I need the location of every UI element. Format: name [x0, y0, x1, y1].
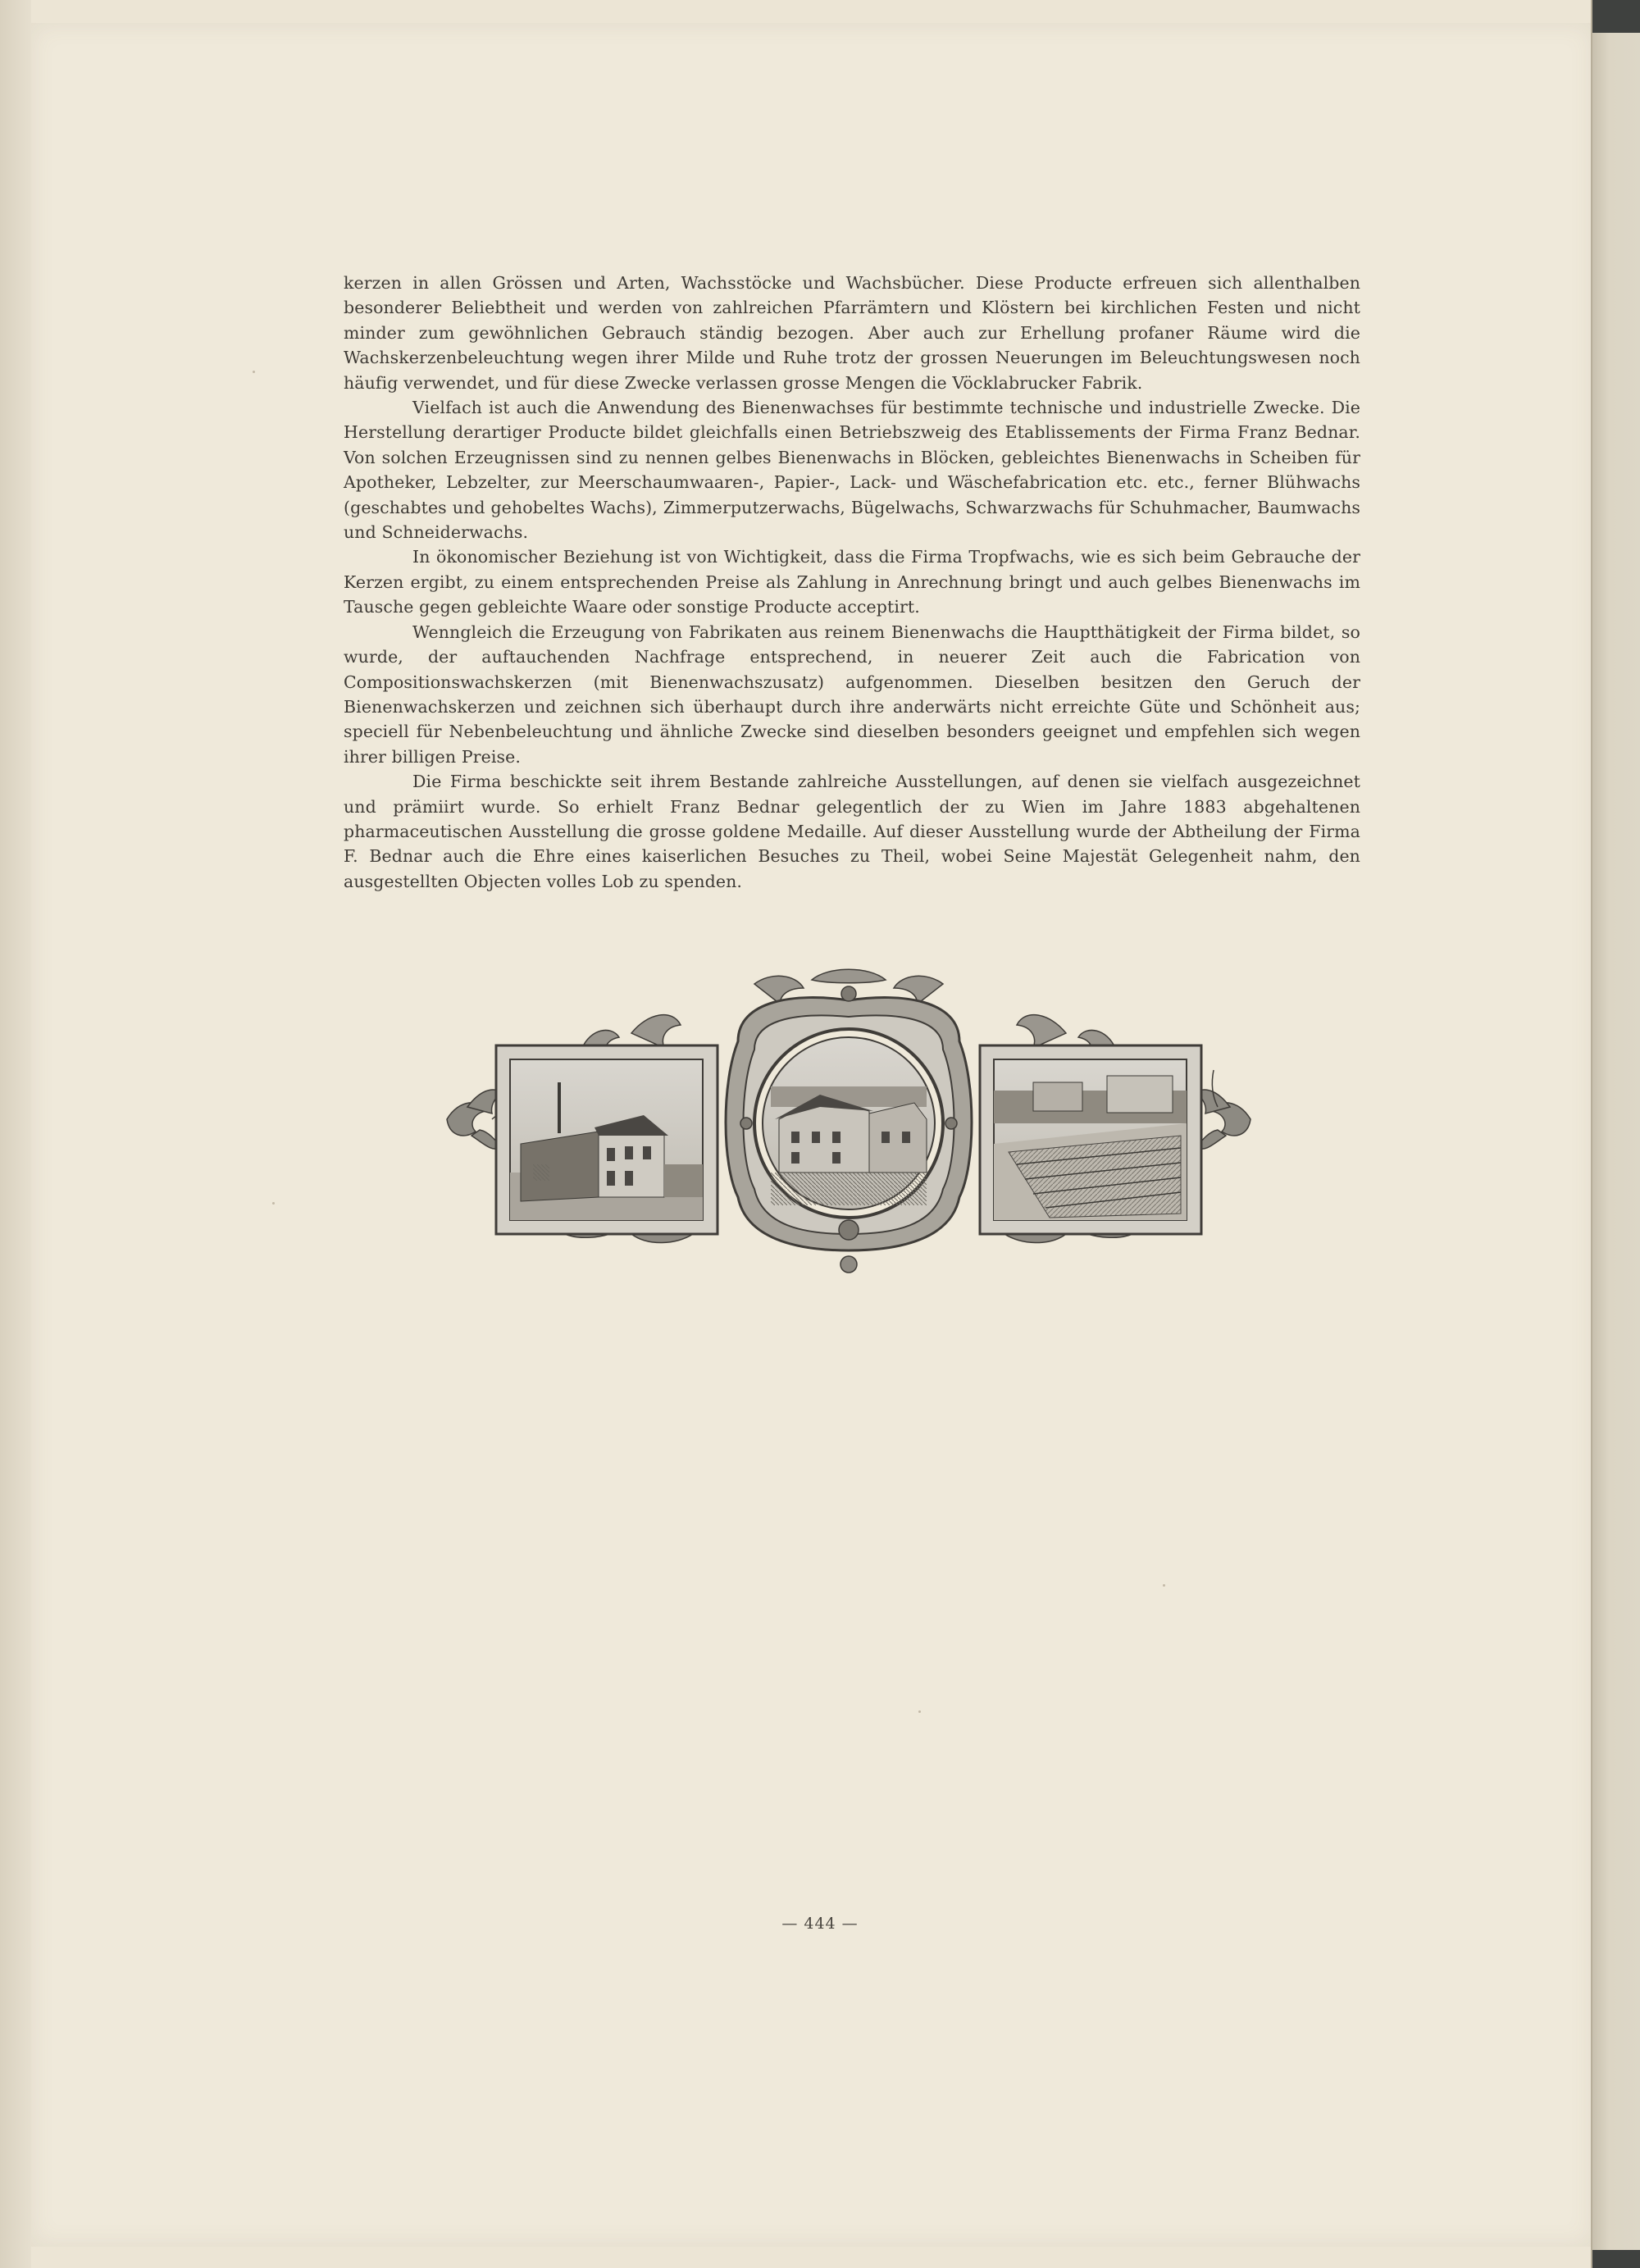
paragraph-4: Wenngleich die Erzeugung von Fabrikaten aus reinem Bienenwachs die Hauptthätigkeit der Firma bildet, so wurde, der auftauchenden Nachfrage entsprechend, in neuerer Zeit auch die Fabrication von Compositionswachskerzen (mit Bienenwachszusatz) aufgenommen. Dieselben besitzen den Geruch der Bienenwachskerzen und zeichnen sich überhaupt durch ihre anderwärts nicht erreichte Güte und Schönheit aus; speciell für Nebenbeleuchtung und ähnliche Zwecke sind dieselben besonders geeignet und empfehlen sich wegen ihrer billigen Preise.: [344, 622, 1360, 767]
paragraph-1: kerzen in allen Grössen und Arten, Wachsstöcke und Wachsbücher. Diese Producte erfreuen sich allenthalben besonderer Beliebtheit und werden von zahlreichen Pfarrämtern und Klöstern bei kirchlichen Festen und nicht minder zum gewöhnlichen Gebrauch ständig bezogen. Aber auch zur Erhellung profaner Räume wird die Wachskerzenbeleuchtung wegen ihrer Milde und Ruhe trotz der grossen Neuerungen im Beleuchtungswesen noch häufig verwendet, und für diese Zwecke verlassen grosse Mengen die Vöcklabrucker Fabrik.: [344, 273, 1360, 393]
paragraph-5: Die Firma beschickte seit ihrem Bestande zahlreiche Ausstellungen, auf denen sie vielfach ausgezeichnet und prämiirt wurde. So erhielt Franz Bednar gelegentlich der zu Wien im Jahre 1883 abgehaltenen pharmaceutischen Ausstellung die grosse goldene Medaille. Auf dieser Ausstellung wurde der Abtheilung der Firma F. Bednar auch die Ehre eines kaiserlichen Besuches zu Theil, wobei Seine Majestät Gelegenheit nahm, den ausgestellten Objecten volles Lob zu spenden.: [344, 772, 1360, 891]
cover-band-bottom: [1592, 2250, 1640, 2268]
paper-speck: [918, 1710, 921, 1713]
paragraph-3: In ökonomischer Beziehung ist von Wichtigkeit, dass die Firma Tropfwachs, wie es sich beim Gebrauche der Kerzen ergibt, zu einem entsprechenden Preise als Zahlung in Anrechnung bringt und auch gelbes Bienenwachs im Tausche gegen gebleichte Waare oder sonstige Producte acceptirt.: [344, 547, 1360, 617]
body-text: [344, 271, 1360, 894]
page-number: — 444 —: [781, 1915, 859, 1933]
right-leaf-ornament: [1196, 1070, 1250, 1149]
factory-vignette-illustration: [443, 968, 1255, 1279]
factory-courtyard-picture: [771, 1086, 927, 1205]
paper-speck: [253, 371, 255, 373]
paper-speck: [1163, 1584, 1165, 1587]
paper-speck: [272, 1202, 275, 1205]
cover-band-top: [1592, 0, 1640, 33]
bleaching-yard-picture: [994, 1076, 1187, 1220]
paragraph-2: Vielfach ist auch die Anwendung des Bienenwachses für bestimmte technische und industrielle Zwecke. Die Herstellung derartiger Producte bildet gleichfalls einen Betriebszweig des Etablissements der Firma Franz Bednar. Von solchen Erzeugnissen sind zu nennen gelbes Bienenwachs in Blöcken, gebleichtes Bienenwachs in Scheiben für Apotheker, Lebzelter, zur Meerschaumwaaren-, Papier-, Lack- und Wäschefabrication etc. etc., ferner Blühwachs (geschabtes und gehobeltes Wachs), Zimmerputzerwachs, Bügelwachs, Schwarzwachs für Schuhmacher, Baumwachs und Schneiderwachs.: [344, 398, 1360, 543]
